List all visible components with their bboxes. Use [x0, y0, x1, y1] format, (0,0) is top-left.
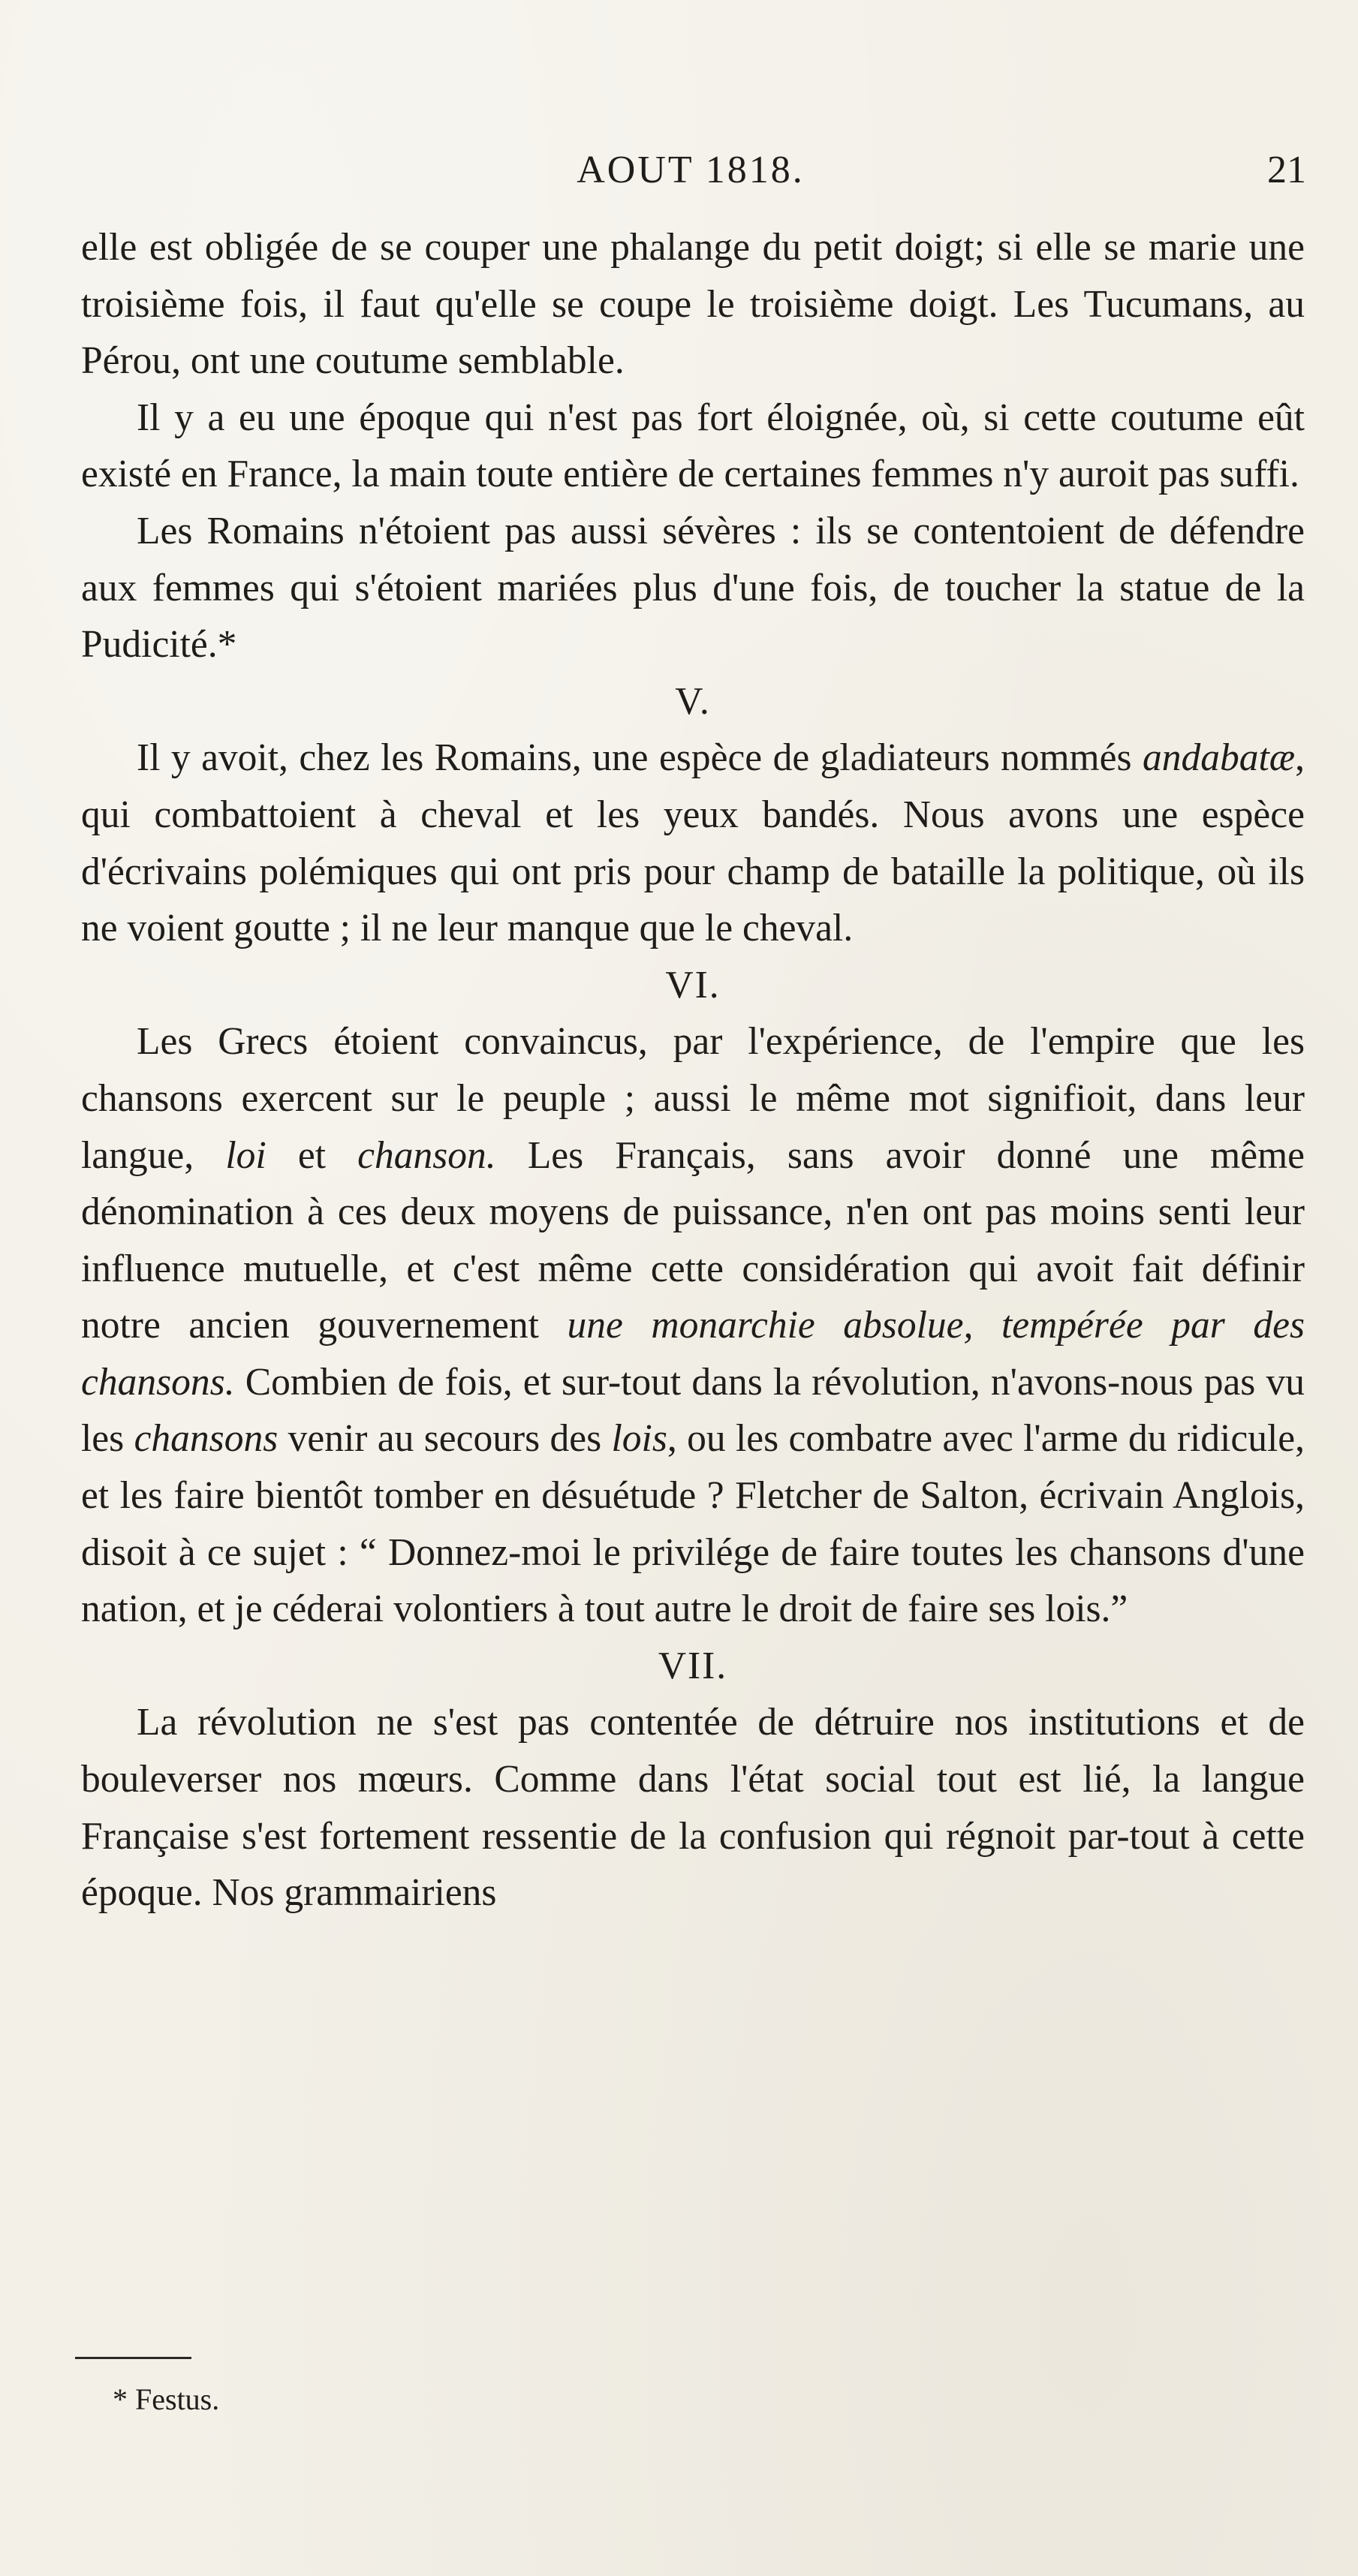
paragraph-5-text-e: venir au secours des	[278, 1417, 612, 1461]
footnote: * Festus.	[113, 2382, 220, 2416]
paragraph-2: Il y a eu une époque qui n'est pas fort éloignée, où, si cette coutume eût existé en France, la main toute entière de certaines femmes n'y auroit pas suffi.	[81, 396, 1305, 496]
italic-loi: loi	[225, 1133, 266, 1177]
paragraph-5	[81, 1013, 1305, 1638]
paragraph-5-text-a: Les Grecs étoient convaincus, par l'expérience, de l'empire que les chansons exercent sur le peuple ; aussi le même mot signifioit, dans leur langue,	[81, 1020, 1305, 1177]
running-head	[75, 144, 1306, 197]
section-heading-vii: VII.	[658, 1644, 728, 1687]
footnote-rule	[75, 2357, 191, 2359]
paragraph-6: La révolution ne s'est pas contentée de détruire nos institutions et de bouleverser nos mœurs. Comme dans l'état social tout est lié, la langue Française s'est fortement ressentie de la confusion qui régnoit par-tout à cette époque. Nos grammairiens	[81, 1701, 1305, 1915]
italic-chansons: chansons	[134, 1417, 279, 1461]
italic-chanson: chanson.	[357, 1133, 496, 1177]
body-text	[81, 219, 1305, 1921]
paragraph-5-text-b: et	[266, 1133, 358, 1177]
italic-andabatae: andabatæ	[1142, 736, 1296, 780]
italic-lois: lois	[611, 1417, 667, 1461]
paragraph-5-text-c: Les Français, sans avoir donné une même dénomination à ces deux moyens de puissance, n'en ont pas moins senti leur influence mutuelle, et c'est même cette considération qui avoit fait définir notre ancien gouvernement	[81, 1133, 1305, 1347]
running-title: AOUT 1818.	[577, 149, 805, 191]
section-heading-v: V.	[675, 679, 711, 723]
paragraph-4-text-a: Il y avoit, chez les Romains, une espèce de gladiateurs nommés	[137, 736, 1143, 780]
paragraph-5-text-f: , ou les combatre avec l'arme du ridicule, et les faire bientôt tomber en désuétude ? Fletcher de Salton, écrivain Anglois, disoit à ce sujet : “ Donnez-moi le privilége de faire toutes les chansons d'une nation, et je céderai volontiers à tout autre le droit de faire ses lois.”	[81, 1417, 1305, 1631]
paragraph-4	[81, 730, 1305, 956]
paragraph-3: Les Romains n'étoient pas aussi sévères : ils se contentoient de défendre aux femmes qui s'étoient mariées plus d'une fois, de toucher la statue de la Pudicité.*	[81, 509, 1305, 667]
paragraph-4-text-b: , qui combattoient à cheval et les yeux bandés. Nous avons une espèce d'écrivains polémiques qui ont pris pour champ de bataille la politique, où ils ne voient goutte ; il ne leur manque que le cheval.	[81, 736, 1305, 950]
paragraph-5-text-d: Combien de fois, et sur-tout dans la révolution, n'avons-nous pas vu les	[81, 1360, 1305, 1461]
page-number: 21	[1267, 149, 1306, 191]
section-heading-vi: VI.	[665, 963, 721, 1007]
paragraph-1: elle est obligée de se couper une phalange du petit doigt; si elle se marie une troisième fois, il faut qu'elle se coupe le troisième doigt. Les Tucumans, au Pérou, ont une coutume semblable.	[81, 226, 1305, 383]
italic-monarchie: une monarchie absolue, tempérée par des chansons.	[81, 1304, 1305, 1404]
